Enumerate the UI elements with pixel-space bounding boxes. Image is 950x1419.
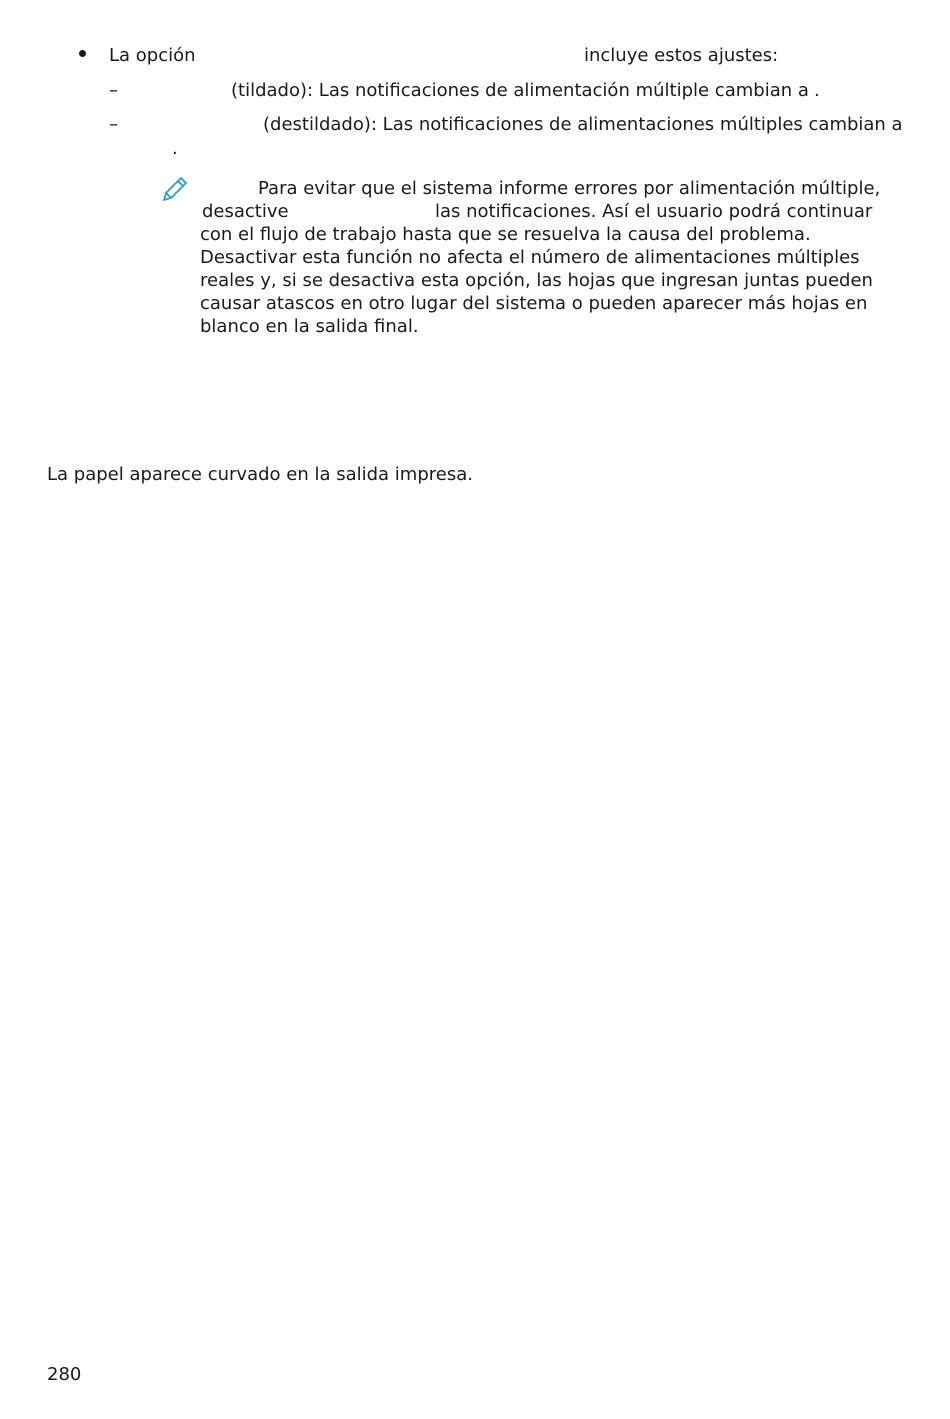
sub-item-2-text: (destildado): Las notificaciones de alimentaciones múltiples cambian a [263,114,903,135]
note-line-4: Desactivar esta función no afecta el número de alimentaciones múltiples [200,247,860,268]
note-line-2-start: desactive [202,201,289,222]
bullet-dot [79,50,86,57]
note-line-3: con el flujo de trabajo hasta que se resuelva la causa del problema. [200,224,811,245]
bullet-tail-text: incluye estos ajustes: [584,45,779,66]
sub-item-1-text: (tildado): Las notificaciones de alimentación múltiple cambian a [231,80,809,101]
note-line-6: causar atascos en otro lugar del sistema o pueden aparecer más hojas en [200,293,868,314]
sub-item-1-end: . [814,80,820,101]
sub-item-1-marker: – [109,80,118,101]
note-line-5: reales y, si se desactiva esta opción, las hojas que ingresan juntas pueden [200,270,873,291]
sub-item-2-marker: – [109,114,118,135]
note-line-2 [200,200,873,223]
page-number: 280 [47,1364,82,1385]
note-block [200,177,881,338]
note-line-1: Para evitar que el sistema informe errores por alimentación múltiple, [258,178,881,199]
body-paragraph: La papel aparece curvado en la salida impresa. [47,464,473,485]
sub-item-2-end: . [172,138,178,159]
note-line-7: blanco en la salida final. [200,316,419,337]
bullet-lead-text: La opción [109,45,196,66]
note-line-2-end: las notificaciones. Así el usuario podrá continuar [435,201,873,222]
pencil-note-icon [158,173,190,205]
